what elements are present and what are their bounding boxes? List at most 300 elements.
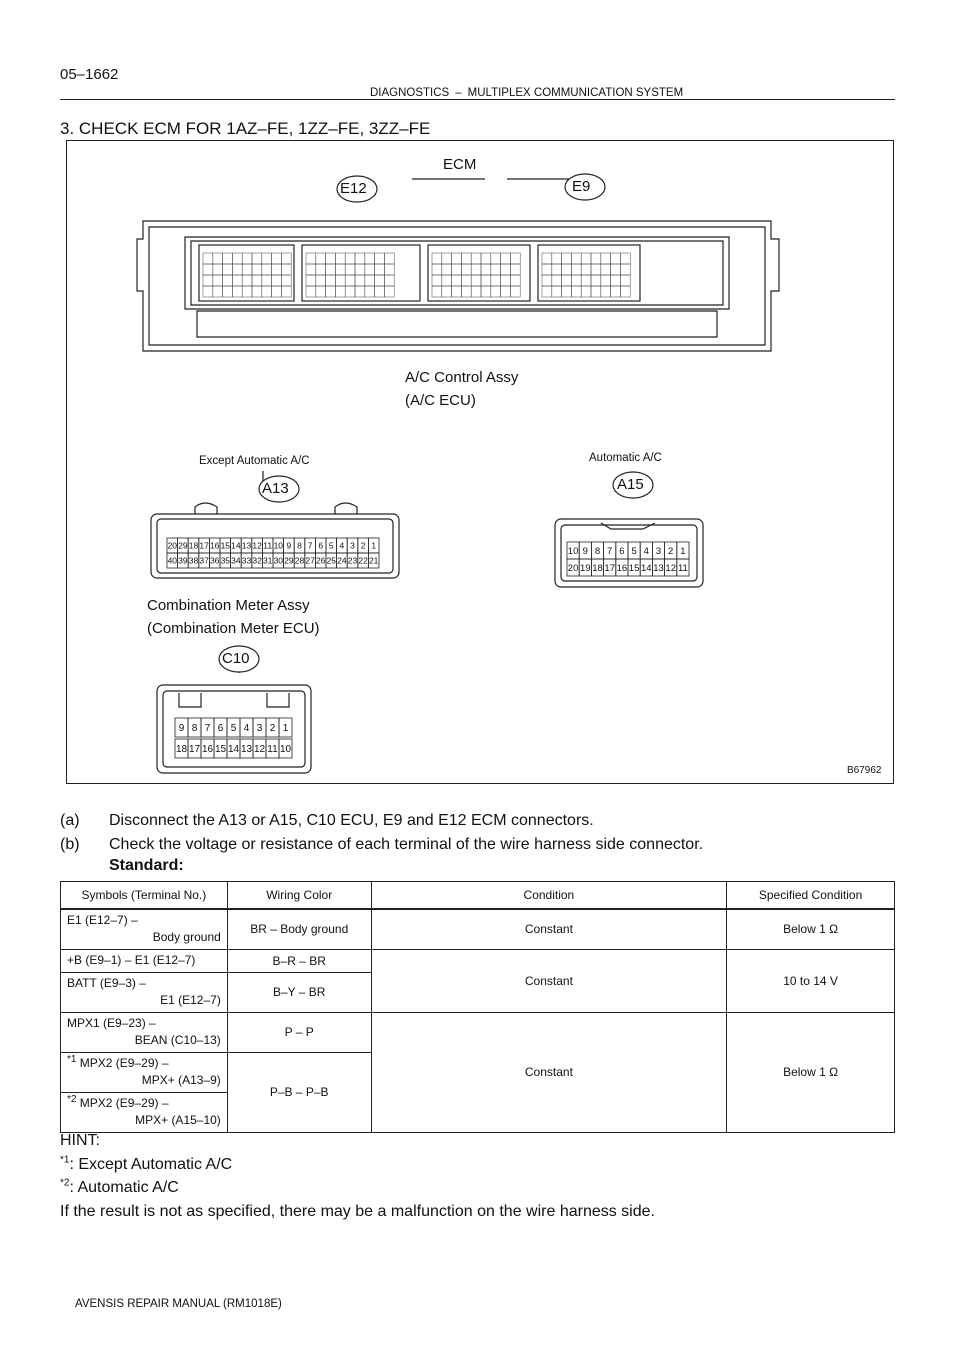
c10-pin-label: 15	[214, 744, 227, 756]
ecm-pin-box	[471, 253, 481, 264]
step-text: Disconnect the A13 or A15, C10 ECU, E9 and E12 ECM connectors.	[109, 812, 594, 829]
ecm-pin-box	[384, 286, 394, 297]
ecm-pin-box	[611, 264, 621, 275]
condition-cell: Constant	[371, 909, 727, 949]
page-number: 05–1662	[60, 66, 119, 83]
a13-pin-label: 10	[273, 540, 284, 551]
ecm-pin-box	[442, 253, 452, 264]
ecm-pin-box	[232, 253, 242, 264]
a13-pin-label: 36	[209, 555, 220, 566]
a15-pin-label: 8	[594, 545, 601, 557]
a13-pin-label: 29	[178, 540, 188, 551]
a13-pin-label: 31	[262, 555, 273, 566]
ecm-pin-box	[375, 275, 385, 286]
ecm-pin-box	[581, 264, 591, 275]
ecm-pin-box	[203, 286, 213, 297]
footnote-mark: *2	[67, 1094, 77, 1105]
ecm-pin-box	[252, 286, 262, 297]
symbol-line1: E1 (E12–7) –	[67, 913, 138, 928]
a13-pin-label: 16	[209, 540, 220, 551]
symbol-line2: BEAN (C10–13)	[134, 1033, 221, 1047]
ecm-pin-box	[542, 264, 552, 275]
ecm-pin-box	[326, 275, 336, 286]
a15-pin-label: 11	[677, 562, 688, 574]
section-title: DIAGNOSTICS	[370, 87, 450, 99]
ecm-pin-box	[384, 264, 394, 275]
header-cell: Wiring Color	[227, 882, 371, 910]
ecm-pin-box	[461, 286, 471, 297]
ecm-pin-box	[242, 286, 252, 297]
ecm-pin-box	[562, 275, 572, 286]
a15-pin-label: 17	[604, 562, 615, 574]
step-label: (a)	[60, 812, 80, 829]
a15-pin-label: 9	[582, 545, 588, 557]
ecm-pin-box	[232, 264, 242, 275]
step-a	[60, 809, 703, 833]
symbol-line2: E1 (E12–7)	[160, 993, 221, 1007]
table-header-row	[61, 882, 895, 910]
symbol-line2: Body ground	[152, 930, 221, 945]
subsection-title: MULTIPLEX COMMUNICATION SYSTEM	[467, 87, 684, 99]
ecm-pin-box	[281, 264, 291, 275]
c10-pin-label: 3	[256, 723, 263, 735]
ecm-pin-grid	[203, 253, 630, 297]
ecm-pin-box	[601, 253, 611, 264]
step-title: 3. CHECK ECM FOR 1AZ–FE, 1ZZ–FE, 3ZZ–FE	[60, 119, 431, 138]
combination-meter-label	[147, 594, 320, 640]
ecm-pin-box	[432, 275, 442, 286]
ecm-pin-box	[316, 286, 326, 297]
ecm-pin-box	[272, 275, 282, 286]
ecm-pin-box	[571, 264, 581, 275]
ecm-pin-box	[562, 286, 572, 297]
a15-pin-label: 1	[680, 545, 686, 557]
a13-pin-label: 28	[294, 555, 305, 566]
a15-pin-label: 13	[653, 562, 664, 574]
a13-pin-label: 32	[252, 555, 262, 566]
a13-pin-label: 40	[167, 555, 178, 566]
connector-a15-label: A15	[617, 476, 644, 493]
a13-pin-label: 1	[371, 540, 377, 551]
ecm-pin-box	[375, 286, 385, 297]
symbol-cell	[61, 1012, 228, 1052]
symbol-cell	[61, 1052, 228, 1092]
ecm-pin-box	[355, 275, 365, 286]
a13-pin-label: 24	[337, 555, 347, 566]
ecm-pin-box	[552, 286, 562, 297]
ecm-pin-box	[281, 253, 291, 264]
meter-line1: Combination Meter Assy	[147, 597, 310, 614]
procedure-steps	[60, 809, 703, 856]
a15-pin-label: 4	[643, 545, 649, 557]
symbol-line1	[67, 1095, 221, 1112]
ecm-pin-box	[242, 275, 252, 286]
ecm-pin-box	[365, 253, 375, 264]
ecm-pin-box	[442, 286, 452, 297]
a13-pin-label: 39	[178, 555, 188, 566]
connector-figure	[66, 140, 894, 784]
ecm-connector-drawing	[137, 179, 779, 351]
hint-block	[60, 1129, 655, 1223]
a15-pin-label: 19	[580, 562, 591, 574]
footnote-mark: *2	[60, 1177, 70, 1189]
ecm-pin-box	[242, 264, 252, 275]
ecm-pin-box	[223, 275, 233, 286]
ecm-pin-box	[601, 264, 611, 275]
ecm-pin-box	[591, 275, 601, 286]
ecm-pin-box	[542, 275, 552, 286]
ecm-pin-box	[581, 253, 591, 264]
ecm-pin-box	[510, 264, 520, 275]
wiring-color-cell: BR – Body ground	[227, 909, 371, 949]
a13-pin-label: 34	[231, 555, 241, 566]
a13-pin-label: 11	[263, 540, 273, 551]
condition-cell: Constant	[371, 949, 727, 1012]
ecm-pin-box	[442, 275, 452, 286]
ecm-pin-box	[316, 253, 326, 264]
ecm-pin-box	[591, 253, 601, 264]
ecm-pin-box	[242, 253, 252, 264]
ac-control-line2: (A/C ECU)	[405, 392, 476, 409]
a13-pin-label: 4	[339, 540, 345, 551]
ecm-pin-box	[571, 253, 581, 264]
a15-pin-grid	[567, 542, 689, 576]
ecm-pin-box	[481, 253, 491, 264]
ecm-pin-box	[345, 253, 355, 264]
c10-pin-label: 10	[279, 744, 292, 756]
a13-pin-label: 37	[199, 555, 209, 566]
ecm-pin-box	[452, 253, 462, 264]
symbol-cell	[61, 972, 228, 1012]
a13-pin-label: 3	[350, 540, 355, 551]
standard-label: Standard:	[109, 857, 184, 874]
c10-pin-label: 7	[204, 723, 211, 735]
step-b	[60, 833, 703, 857]
ecm-pin-box	[552, 264, 562, 275]
wiring-color-cell: P–B – P–B	[227, 1052, 371, 1132]
ecm-pin-box	[510, 275, 520, 286]
section-header	[370, 87, 683, 99]
ecm-pin-box	[452, 264, 462, 275]
c10-pin-label: 8	[191, 723, 198, 735]
hint-note-2	[60, 1176, 655, 1200]
c10-pin-label: 11	[267, 744, 278, 756]
ecm-pin-box	[591, 286, 601, 297]
ecm-pin-box	[262, 275, 272, 286]
header-cell: Symbols (Terminal No.)	[61, 882, 228, 910]
ecm-pin-box	[272, 264, 282, 275]
ecm-pin-box	[601, 286, 611, 297]
ecm-pin-box	[510, 253, 520, 264]
spec-table	[60, 881, 895, 1133]
ecm-pin-box	[232, 286, 242, 297]
ecm-pin-box	[326, 286, 336, 297]
a15-pin-label: 20	[567, 562, 579, 574]
ecm-pin-box	[262, 253, 272, 264]
ecm-pin-box	[611, 253, 621, 264]
symbol-line1: BATT (E9–3) –	[67, 976, 146, 990]
ecm-pin-box	[471, 286, 481, 297]
ecm-pin-box	[326, 253, 336, 264]
symbol-line1	[67, 1055, 221, 1072]
figure-id: B67962	[847, 765, 882, 776]
condition-cell: Constant	[371, 1012, 727, 1132]
c10-pin-label: 18	[175, 744, 188, 756]
symbol-text: MPX2 (E9–29) –	[79, 1056, 169, 1070]
footnote-mark: *1	[67, 1054, 77, 1065]
ecm-pin-box	[384, 253, 394, 264]
c10-pin-label: 17	[188, 744, 201, 756]
c10-pin-label: 4	[243, 723, 250, 735]
hint-note-text: : Automatic A/C	[69, 1179, 179, 1196]
c10-pin-label: 2	[269, 723, 276, 735]
ecm-pin-box	[481, 264, 491, 275]
c10-pin-grid	[175, 718, 292, 758]
header-cell: Specified Condition	[727, 882, 895, 910]
ecm-pin-box	[491, 275, 501, 286]
section-separator: –	[455, 87, 462, 99]
ecm-pin-box	[501, 253, 511, 264]
ecm-pin-box	[442, 264, 452, 275]
ecm-pin-box	[375, 264, 385, 275]
ecm-pin-box	[501, 286, 511, 297]
ecm-pin-box	[571, 275, 581, 286]
ecm-pin-box	[542, 253, 552, 264]
a13-pin-label: 18	[188, 540, 199, 551]
c10-pin-label: 16	[201, 744, 214, 756]
a13-pin-label: 27	[305, 555, 315, 566]
wiring-color-cell: P – P	[227, 1012, 371, 1052]
ecm-pin-box	[213, 253, 223, 264]
step-label: (b)	[60, 835, 80, 853]
ecm-pin-box	[252, 264, 262, 275]
ecm-pin-box	[365, 286, 375, 297]
ecm-pin-box	[562, 253, 572, 264]
ac-control-line1: A/C Control Assy	[405, 369, 519, 386]
a13-pin-label: 38	[188, 555, 199, 566]
ecm-pin-box	[611, 275, 621, 286]
c10-pin-label: 1	[282, 723, 289, 735]
a13-pin-label: 21	[368, 555, 379, 566]
a15-pin-label: 3	[655, 545, 662, 557]
a15-pin-label: 7	[607, 545, 613, 557]
ecm-pin-box	[223, 286, 233, 297]
ecm-pin-box	[316, 264, 326, 275]
a13-pin-label: 22	[358, 555, 368, 566]
ecm-pin-box	[581, 286, 591, 297]
hint-note-1	[60, 1153, 655, 1177]
ecm-pin-box	[213, 286, 223, 297]
ecm-label: ECM	[443, 156, 477, 173]
ecm-pin-box	[223, 253, 233, 264]
table-row	[61, 909, 895, 949]
table-row	[61, 949, 895, 972]
connector-c10-label: C10	[222, 650, 250, 667]
ecm-pin-box	[272, 253, 282, 264]
wiring-color-cell: B–R – BR	[227, 949, 371, 972]
ecm-pin-box	[335, 286, 345, 297]
ecm-pin-box	[345, 286, 355, 297]
a13-pin-label: 29	[284, 555, 294, 566]
a13-pin-label: 33	[241, 555, 252, 566]
ecm-pin-box	[223, 264, 233, 275]
a13-pin-label: 25	[326, 555, 337, 566]
hint-note-text: : Except Automatic A/C	[69, 1155, 233, 1173]
ecm-pin-box	[542, 286, 552, 297]
a13-pin-label: 9	[286, 540, 292, 551]
a13-pin-label: 13	[241, 540, 252, 551]
a13-pin-label: 8	[297, 540, 302, 551]
hint-text: If the result is not as specified, there may be a malfunction on the wire harness side.	[60, 1202, 655, 1220]
ecm-pin-box	[620, 253, 630, 264]
ecm-pin-box	[345, 275, 355, 286]
ecm-pin-box	[491, 253, 501, 264]
ecm-pin-box	[262, 264, 272, 275]
a15-pin-label: 14	[641, 562, 652, 574]
ecm-pin-box	[335, 275, 345, 286]
hint-title: HINT:	[60, 1132, 100, 1149]
table-row	[61, 1012, 895, 1052]
ecm-pin-box	[501, 275, 511, 286]
a13-pin-label: 6	[318, 540, 324, 551]
a15-pin-label: 6	[619, 545, 625, 557]
ecm-pin-box	[252, 253, 262, 264]
ecm-pin-box	[501, 264, 511, 275]
ecm-pin-box	[203, 253, 213, 264]
a13-pin-label: 7	[307, 540, 313, 551]
c10-pin-label: 12	[253, 744, 266, 756]
ecm-pin-box	[461, 264, 471, 275]
ecm-pin-box	[355, 286, 365, 297]
ecm-pin-box	[510, 286, 520, 297]
ecm-pin-box	[552, 253, 562, 264]
c10-pin-label: 5	[230, 723, 237, 735]
symbol-line2: MPX+ (A13–9)	[141, 1073, 221, 1087]
ecm-pin-box	[281, 275, 291, 286]
a15-pin-label: 10	[567, 545, 579, 557]
ecm-pin-box	[452, 286, 462, 297]
except-auto-ac-label: Except Automatic A/C	[199, 455, 310, 467]
auto-ac-label: Automatic A/C	[589, 452, 662, 464]
header-rule	[60, 99, 895, 100]
ecm-pin-box	[620, 264, 630, 275]
c10-pin-label: 13	[240, 744, 253, 756]
spec-cell: Below 1 Ω	[727, 1012, 895, 1132]
ecm-pin-box	[591, 264, 601, 275]
symbol-cell	[61, 1092, 228, 1132]
a13-pin-label: 17	[199, 540, 209, 551]
a13-pin-label: 12	[252, 540, 262, 551]
a13-pin-label: 15	[220, 540, 231, 551]
ecm-pin-box	[375, 253, 385, 264]
footer-manual-title: AVENSIS REPAIR MANUAL (RM1018E)	[75, 1298, 282, 1310]
a15-pin-label: 2	[668, 545, 674, 557]
a15-pin-label: 16	[616, 562, 628, 574]
connector-e9-label: E9	[572, 178, 591, 195]
ecm-pin-box	[203, 264, 213, 275]
ecm-pin-box	[620, 286, 630, 297]
ecm-pin-box	[306, 286, 316, 297]
a13-pin-label: 2	[360, 540, 366, 551]
ecm-pin-box	[384, 275, 394, 286]
step-text: Check the voltage or resistance of each terminal of the wire harness side connector.	[109, 835, 704, 853]
ecm-pin-box	[461, 275, 471, 286]
ecm-pin-box	[601, 275, 611, 286]
a15-pin-label: 18	[592, 562, 603, 574]
ecm-pin-box	[432, 286, 442, 297]
symbol-cell	[61, 909, 228, 949]
ecm-pin-box	[491, 264, 501, 275]
symbol-line1: +B (E9–1) – E1 (E12–7)	[67, 953, 196, 967]
a15-pin-label: 15	[628, 562, 640, 574]
ecm-pin-box	[552, 275, 562, 286]
ecm-pin-box	[281, 286, 291, 297]
ecm-pin-box	[306, 264, 316, 275]
ecm-pin-box	[316, 275, 326, 286]
ecm-pin-box	[252, 275, 262, 286]
ecm-pin-box	[481, 286, 491, 297]
ecm-pin-box	[326, 264, 336, 275]
ecm-pin-box	[461, 253, 471, 264]
symbol-line1: MPX1 (E9–23) –	[67, 1016, 156, 1030]
a13-pin-label: 35	[220, 555, 231, 566]
symbol-line2: MPX+ (A15–10)	[135, 1113, 221, 1127]
ecm-pin-box	[432, 253, 442, 264]
ecm-pin-box	[491, 286, 501, 297]
ecm-pin-box	[213, 275, 223, 286]
spec-cell: Below 1 Ω	[727, 909, 895, 949]
a13-pin-label: 5	[328, 540, 334, 551]
c10-pin-label: 14	[227, 744, 240, 756]
a13-pin-label: 23	[347, 555, 358, 566]
ecm-pin-box	[262, 286, 272, 297]
ecm-pin-box	[365, 264, 375, 275]
c10-pin-label: 6	[217, 723, 224, 735]
a15-pin-label: 12	[665, 562, 676, 574]
ecm-pin-box	[562, 264, 572, 275]
ecm-pin-box	[571, 286, 581, 297]
ecm-pin-box	[306, 275, 316, 286]
ecm-pin-box	[481, 275, 491, 286]
ecm-pin-box	[581, 275, 591, 286]
ecm-pin-box	[620, 275, 630, 286]
meter-line2: (Combination Meter ECU)	[147, 620, 320, 637]
ecm-pin-box	[272, 286, 282, 297]
a13-pin-label: 20	[167, 540, 178, 551]
wiring-color-cell: B–Y – BR	[227, 972, 371, 1012]
ecm-pin-box	[335, 264, 345, 275]
ecm-pin-box	[611, 286, 621, 297]
ecm-pin-box	[345, 264, 355, 275]
c10-pin-label: 9	[178, 723, 185, 735]
ecm-pin-box	[203, 275, 213, 286]
symbol-text: MPX2 (E9–29) –	[79, 1096, 169, 1110]
ecm-pin-box	[452, 275, 462, 286]
ecm-pin-box	[335, 253, 345, 264]
connector-a13-label: A13	[262, 480, 289, 497]
ecm-pin-box	[365, 275, 375, 286]
ecm-pin-box	[213, 264, 223, 275]
a15-pin-label: 5	[631, 545, 637, 557]
ecm-pin-box	[471, 264, 481, 275]
connector-e12-label: E12	[340, 180, 367, 197]
ecm-pin-box	[471, 275, 481, 286]
a13-pin-label: 30	[273, 555, 284, 566]
footnote-mark: *1	[60, 1154, 70, 1166]
ecm-pin-box	[306, 253, 316, 264]
ac-control-label	[405, 366, 518, 412]
a13-pin-label: 14	[231, 540, 241, 551]
